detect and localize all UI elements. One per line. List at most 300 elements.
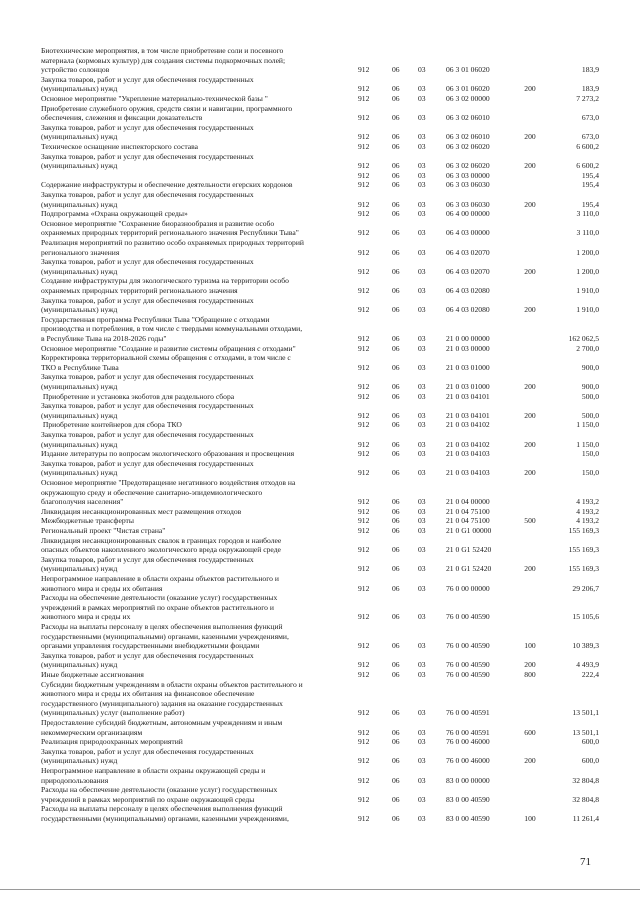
target-item-code: 21 0 04 75100 [446,506,490,516]
ved-code: 912 [358,391,370,401]
table-row [0,593,640,622]
table-row [0,785,640,804]
table-row [0,747,640,766]
target-item-code: 21 0 00 00000 [446,333,490,343]
ved-code: 912 [358,305,370,315]
table-row [0,209,640,219]
row-description [41,238,351,257]
expense-type-code: 200 [524,161,536,171]
amount: 13 501,1 [572,727,599,737]
expense-type-code: 100 [524,641,536,651]
subsection-code: 03 [418,468,426,478]
subsection-code: 03 [418,84,426,94]
target-item-code: 06 3 02 06020 [446,161,490,171]
subsection-code: 03 [418,708,426,718]
description-line: (муниципальных) нужд [41,410,118,420]
subsection-code: 03 [418,756,426,766]
section-code: 06 [392,410,400,420]
amount: 4 493,9 [576,660,599,670]
expense-type-code: 200 [524,84,536,94]
table-row [0,507,640,517]
table-row [0,478,640,507]
description-line: Непрограммное направление в области охраны окружающей среды и [41,766,266,775]
section-code: 06 [392,285,400,295]
table-row [0,651,640,670]
amount: 222,4 [581,670,599,679]
section-code: 06 [392,161,400,171]
ved-code: 912 [358,65,370,75]
amount: 3 110,0 [576,228,599,238]
description-line: государственными (муниципальными) органами, казенными учреждениями, [41,813,289,823]
description-line: охраняемых природных территорий регионального значения Республики Тыва" [41,228,299,238]
row-description [41,152,351,171]
section-code: 06 [392,199,400,209]
row-description [41,507,351,517]
page-number: 71 [580,856,591,868]
description-line: Расходы на обеспечение деятельности (оказание услуг) государственных [41,593,278,603]
ved-code: 912 [358,142,370,151]
expense-type-code: 800 [524,670,536,679]
section-code: 06 [392,708,400,718]
table-row [0,574,640,593]
description-line: (муниципальных) нужд [41,660,118,670]
description-line: (муниципальных) нужд [41,305,118,315]
table-row [0,516,640,526]
amount: 1 150,0 [576,439,599,449]
expense-type-code: 200 [524,410,536,420]
amount: 600,0 [581,756,599,766]
description-line: (муниципальных) нужд [41,199,118,209]
description-line: Закупка товаров, работ и услуг для обеспечения государственных [41,650,254,660]
amount: 500,0 [581,391,599,401]
section-code: 06 [392,391,400,401]
amount: 183,9 [581,84,599,94]
section-code: 06 [392,132,400,142]
ved-code: 912 [358,84,370,94]
subsection-code: 03 [418,564,426,574]
description-line: Основное мероприятие "Сохранение биоразнообразия и развитие особо [41,218,275,228]
description-line: Основное мероприятие "Предотвращение негативного воздействия отходов на [41,478,296,487]
row-description [41,516,351,526]
row-description [41,190,351,209]
description-line: (муниципальных) нужд [41,161,118,171]
row-description [41,315,351,344]
subsection-code: 03 [418,381,426,391]
target-item-code: 83 0 00 40590 [446,794,490,804]
subsection-code: 03 [418,660,426,670]
description-line: ТКО в Республике Тыва [41,362,119,372]
row-description [41,430,351,449]
row-description [41,804,351,823]
target-item-code: 06 4 03 00000 [446,228,490,238]
subsection-code: 03 [418,410,426,420]
amount: 150,0 [581,468,599,478]
description-line: окружающую среду и обеспечение санитарно-эпидемиологического [41,487,263,497]
row-description [41,536,351,555]
table-row [0,555,640,574]
amount: 1 910,0 [576,305,599,315]
description-line: животного мира и среды их обитания [41,583,163,593]
description-line: (муниципальных) нужд [41,564,118,574]
ved-code: 912 [358,794,370,804]
target-item-code: 76 0 00 00000 [446,583,490,593]
subsection-code: 03 [418,142,426,151]
row-description [41,555,351,574]
ved-code: 912 [358,756,370,766]
ved-code: 912 [358,161,370,171]
amount: 6 600,2 [576,142,599,151]
ved-code: 912 [358,420,370,430]
table-row [0,46,640,75]
section-code: 06 [392,439,400,449]
amount: 4 193,2 [576,506,599,516]
description-line: (муниципальных) услуг (выполнение работ) [41,708,185,718]
description-line: опасных объектов накопленного экологического вреда окружающей среде [41,545,281,555]
target-item-code: 21 0 03 01000 [446,362,490,372]
table-row [0,420,640,430]
subsection-code: 03 [418,343,426,353]
section-code: 06 [392,813,400,823]
target-item-code: 06 3 03 06030 [446,180,490,190]
ved-code: 912 [358,132,370,142]
section-code: 06 [392,660,400,670]
target-item-code: 76 0 00 46000 [446,737,490,747]
row-description [41,718,351,737]
subsection-code: 03 [418,497,426,507]
description-line: Закупка товаров, работ и услуг для обеспечения государственных [41,190,254,199]
ved-code: 912 [358,362,370,372]
subsection-code: 03 [418,362,426,372]
amount: 32 804,8 [572,794,599,804]
description-line: Субсидии бюджетным учреждениям в области охраны объектов растительного и [41,679,303,689]
row-description [41,593,351,622]
description-line: Закупка товаров, работ и услуг для обеспечения государственных [41,295,254,305]
expense-type-code: 200 [524,468,536,478]
amount: 673,0 [581,113,599,123]
ved-code: 912 [358,545,370,555]
subsection-code: 03 [418,170,426,180]
description-line: Основное мероприятие "Создание и развитие системы обращения с отходами" [41,343,296,353]
subsection-code: 03 [418,65,426,75]
row-description [41,785,351,804]
description-line: регионального значения [41,247,120,257]
amount: 195,4 [581,199,599,209]
table-row [0,296,640,315]
target-item-code: 83 0 00 00000 [446,775,490,785]
subsection-code: 03 [418,266,426,276]
table-row [0,94,640,104]
section-code: 06 [392,247,400,257]
section-code: 06 [392,449,400,459]
ved-code: 912 [358,727,370,737]
expense-type-code: 200 [524,381,536,391]
ved-code: 912 [358,285,370,295]
table-row [0,449,640,459]
description-line: обеспечения, слежения и фиксации доказательств [41,113,203,123]
section-code: 06 [392,113,400,123]
section-code: 06 [392,612,400,622]
subsection-code: 03 [418,775,426,785]
description-line: Расходы на выплаты персоналу в целях обеспечения выполнения функций [41,622,283,631]
table-row [0,766,640,785]
amount: 32 804,8 [572,775,599,785]
target-item-code: 06 3 03 06030 [446,199,490,209]
target-item-code: 21 0 04 75100 [446,516,490,526]
row-description [41,75,351,94]
subsection-code: 03 [418,305,426,315]
target-item-code: 21 0 03 04102 [446,420,490,430]
section-code: 06 [392,468,400,478]
description-line: Ликвидация несанкционированных свалок в границах городов и наиболее [41,535,282,545]
ved-code: 912 [358,247,370,257]
subsection-code: 03 [418,641,426,651]
section-code: 06 [392,65,400,75]
ved-code: 912 [358,516,370,526]
description-line: органами управления государственными внебюджетными фондами [41,641,260,651]
row-description [41,353,351,372]
table-row [0,142,640,152]
table-row [0,123,640,142]
section-code: 06 [392,583,400,593]
amount: 13 501,1 [572,708,599,718]
target-item-code: 76 0 00 40590 [446,641,490,651]
target-item-code: 21 0 03 01000 [446,381,490,391]
amount: 1 910,0 [576,285,599,295]
subsection-code: 03 [418,247,426,257]
row-description [41,670,351,680]
ved-code: 912 [358,506,370,516]
description-line: (муниципальных) нужд [41,756,118,766]
table-row [0,219,640,238]
row-description [41,526,351,536]
target-item-code: 76 0 00 40590 [446,660,490,670]
subsection-code: 03 [418,612,426,622]
target-item-code: 21 0 G1 52420 [446,564,492,574]
target-item-code: 06 3 02 06010 [446,113,490,123]
amount: 900,0 [581,381,599,391]
section-code: 06 [392,727,400,737]
section-code: 06 [392,737,400,747]
table-row [0,718,640,737]
amount: 1 150,0 [576,420,599,430]
subsection-code: 03 [418,391,426,401]
section-code: 06 [392,756,400,766]
table-row [0,353,640,372]
ved-code: 912 [358,439,370,449]
section-code: 06 [392,170,400,180]
target-item-code: 21 0 03 00000 [446,343,490,353]
section-code: 06 [392,641,400,651]
subsection-code: 03 [418,737,426,747]
description-line: Закупка товаров, работ и услуг для обеспечения государственных [41,430,254,439]
expense-type-code: 200 [524,564,536,574]
ved-code: 912 [358,410,370,420]
amount: 673,0 [581,132,599,142]
description-line: Государственная программа Республики Тыва "Обращение с отходами [41,314,270,324]
table-row [0,804,640,823]
description-line: Приобретение и установка экоботов для раздельного сбора [41,391,235,401]
target-item-code: 21 0 03 04102 [446,439,490,449]
description-line: устройство солонцов [41,65,110,75]
section-code: 06 [392,497,400,507]
target-item-code: 06 4 00 00000 [446,209,490,219]
row-description [41,344,351,354]
target-item-code: 76 0 00 40591 [446,727,490,737]
description-line: Реализация мероприятий по развитию особо охраняемых природных территорий [41,238,304,247]
section-code: 06 [392,209,400,219]
ved-code: 912 [358,228,370,238]
table-row [0,737,640,747]
row-description [41,276,351,295]
row-description [41,459,351,478]
amount: 195,4 [581,170,599,180]
target-item-code: 06 3 02 06020 [446,142,490,151]
expense-type-code: 200 [524,305,536,315]
table-row [0,257,640,276]
amount: 900,0 [581,362,599,372]
table-row [0,680,640,718]
ved-code: 912 [358,113,370,123]
description-line: Расходы на обеспечение деятельности (оказание услуг) государственных [41,785,278,795]
description-line: (муниципальных) нужд [41,266,118,276]
subsection-code: 03 [418,545,426,555]
row-description [41,574,351,593]
target-item-code: 21 0 03 04101 [446,410,490,420]
amount: 4 193,2 [576,516,599,526]
table-row [0,372,640,391]
ved-code: 912 [358,612,370,622]
table-row [0,276,640,295]
description-line: государственного (муниципального) задания на оказание государственных [41,698,283,708]
description-line: Иные бюджетные ассигнования [41,670,144,679]
target-item-code: 76 0 00 40590 [446,670,490,679]
table-row [0,392,640,402]
table-row [0,238,640,257]
amount: 15 105,6 [572,612,599,622]
target-item-code: 76 0 00 40590 [446,612,490,622]
table-row [0,536,640,555]
description-line: (муниципальных) нужд [41,439,118,449]
footer-divider [0,889,640,890]
section-code: 06 [392,142,400,151]
section-code: 06 [392,180,400,190]
expense-type-code: 100 [524,813,536,823]
target-item-code: 83 0 00 40590 [446,813,490,823]
row-description [41,219,351,238]
target-item-code: 06 3 02 00000 [446,94,490,103]
section-code: 06 [392,94,400,103]
ved-code: 912 [358,775,370,785]
ved-code: 912 [358,813,370,823]
amount: 10 389,3 [572,641,599,651]
row-description [41,651,351,670]
description-line: Приобретение контейнеров для сбора ТКО [41,420,182,430]
description-line: Закупка товаров, работ и услуг для обеспечения государственных [41,122,254,132]
row-description [41,296,351,315]
description-line: Техническое оснащение инспекторского состава [41,142,198,151]
table-row [0,315,640,344]
row-description [41,94,351,104]
ved-code: 912 [358,737,370,747]
ved-code: 912 [358,343,370,353]
description-line: Ликвидация несанкционированных мест размещения отходов [41,506,242,516]
description-line: природопользования [41,775,109,785]
amount: 500,0 [581,410,599,420]
description-line: (муниципальных) нужд [41,132,118,142]
section-code: 06 [392,84,400,94]
description-line: благополучия населения" [41,497,124,507]
expense-type-code: 200 [524,660,536,670]
row-description [41,401,351,420]
description-line: Подпрограмма «Охрана окружающей среды» [41,209,188,219]
table-row [0,190,640,209]
amount: 2 700,0 [576,343,599,353]
subsection-code: 03 [418,670,426,679]
subsection-code: 03 [418,583,426,593]
section-code: 06 [392,266,400,276]
subsection-code: 03 [418,516,426,526]
expense-type-code: 200 [524,132,536,142]
amount: 600,0 [581,737,599,747]
description-line: животного мира и среды их обитания на финансовое обеспечение [41,689,255,699]
row-description [41,420,351,430]
description-line: Издание литературы по вопросам экологического образования и просвещения [41,449,295,459]
target-item-code: 06 4 03 02070 [446,266,490,276]
description-line: Реализация природоохранных мероприятий [41,737,183,747]
row-description [41,449,351,459]
expense-type-code: 500 [524,516,536,526]
target-item-code: 06 3 01 06020 [446,84,490,94]
amount: 1 200,0 [576,266,599,276]
ved-code: 912 [358,449,370,459]
description-line: Корректировка территориальной схемы обращения с отходами, в том числе с [41,353,291,363]
table-row [0,670,640,680]
row-description [41,104,351,123]
description-line: Региональный проект "Чистая страна" [41,526,166,535]
table-row [0,104,640,123]
ved-code: 912 [358,209,370,219]
ved-code: 912 [358,381,370,391]
description-line: (муниципальных) нужд [41,381,118,391]
description-line: Закупка товаров, работ и услуг для обеспечения государственных [41,372,254,382]
description-line: Биотехнические мероприятия, в том числе приобретение соли и посевного [41,46,284,55]
row-description [41,123,351,142]
row-description [41,622,351,651]
table-row [0,401,640,420]
amount: 6 600,2 [576,161,599,171]
description-line: охраняемых природных территорий регионального значения [41,285,238,295]
target-item-code: 21 0 G1 52420 [446,545,492,555]
section-code: 06 [392,343,400,353]
ved-code: 912 [358,641,370,651]
amount: 162 062,5 [568,333,599,343]
description-line: Закупка товаров, работ и услуг для обеспечения государственных [41,74,254,84]
row-description [41,257,351,276]
table-row [0,180,640,190]
table-row [0,75,640,94]
row-description [41,180,351,190]
description-line: Закупка товаров, работ и услуг для обеспечения государственных [41,257,254,267]
amount: 29 206,7 [572,583,599,593]
description-line: государственными (муниципальными) органами, казенными учреждениями, [41,631,289,641]
ved-code: 912 [358,583,370,593]
description-line: Расходы на выплаты персоналу в целях обеспечения выполнения функций [41,804,283,814]
section-code: 06 [392,420,400,430]
subsection-code: 03 [418,199,426,209]
row-description [41,747,351,766]
subsection-code: 03 [418,180,426,190]
subsection-code: 03 [418,449,426,459]
